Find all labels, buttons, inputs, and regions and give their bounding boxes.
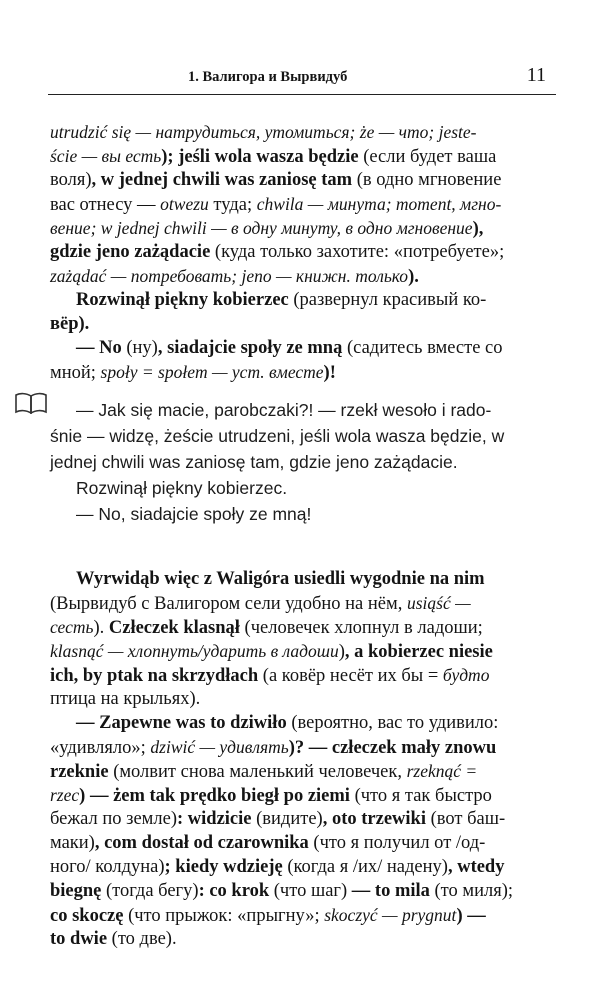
commentary-line: utrudzić się — натрудиться, утомиться; że — что; jeste- [50, 122, 477, 142]
commentary-line: сесть). Człeczek klasnął (человечек хлопнул в ладоши; [50, 617, 483, 638]
running-header [48, 60, 556, 95]
commentary-line: zażądać — потребовать; jeno — книжн. только). [50, 266, 419, 287]
commentary-line: biegnę (тогда бегу): co krok (что шаг) — to mila (то миля); [50, 881, 514, 901]
commentary-line: вас отнесу — otwezu туда; chwila — минута; moment, мгно- [50, 194, 502, 215]
commentary-line: Rozwinął piękny kobierzec (развернул красивый ко- [76, 290, 487, 310]
commentary-line: воля), w jednej chwili was zaniosę tam (в одно мгновение [50, 170, 502, 190]
commentary-line: — Zapewne was to dziwiło (вероятно, вас то удивило: [76, 713, 499, 733]
dialogue-line: — No, siadajcie społy ze mną! [76, 504, 312, 524]
commentary-line: to dwie (то две). [50, 929, 177, 949]
commentary-line: ście — вы есть); jeśli wola wasza będzie (если будет ваша [50, 146, 497, 167]
commentary-line: Wyrwidąb więc z Waligóra usiedli wygodnie na nim [76, 569, 485, 589]
dialogue-line: — Jak się macie, parobczaki?! — rzekł wesoło i rado- [76, 400, 492, 420]
commentary-line: ich, by ptak na skrzydłach (а ковёр несёт их бы = будто [50, 665, 490, 686]
commentary-line: маки), com dostał od czarownika (что я получил от /од- [50, 833, 486, 853]
commentary-line: — No (ну), siadajcie społy ze mną (садитесь вместе со [76, 338, 503, 358]
commentary-line: «удивляло»; dziwić — удивлять)? — człeczek mały znowu [50, 737, 497, 758]
commentary-line: gdzie jeno zażądacie (куда только захотите: «потребуете»; [50, 242, 505, 262]
dialogue-line: Rozwinął piękny kobierzec. [76, 478, 288, 498]
commentary-line: ного/ колдуна); kiedy wdzieję (когда я /их/ надену), wtedy [50, 857, 505, 877]
commentary-line: бежал по земле): widzicie (видите), oto trzewiki (вот баш- [50, 809, 506, 829]
commentary-line: вёр). [50, 314, 90, 334]
commentary-line: rzec) — żem tak prędko biegł po ziemi (что я так быстро [50, 785, 492, 806]
dialogue-line: jednej chwili was zaniosę tam, gdzie jeno zażądacie. [50, 452, 458, 472]
commentary-line: rzeknie (молвит снова маленький человечек, rzeknąć = [50, 761, 478, 782]
commentary-line: co skoczę (что прыжок: «прыгну»; skoczyć — prygnut) — [50, 905, 486, 926]
commentary-line: вение; w jednej chwili — в одну минуту, в одно мгновение), [50, 218, 484, 239]
commentary-line: птица на крыльях). [50, 689, 201, 709]
commentary-line: (Вырвидуб с Валигором сели удобно на нём, usiąść — [50, 593, 471, 614]
commentary-line: мной; społy = społem — уст. вместе)! [50, 362, 336, 383]
dialogue-line: śnie — widzę, żeście utrudzeni, jeśli wola wasza będzie, w [50, 426, 505, 446]
running-title: 1. Валигора и Вырвидуб [188, 69, 348, 85]
open-book-icon [14, 392, 48, 414]
commentary-line: klasnąć — хлопнуть/ударить в ладоши), a kobierzec niesie [50, 641, 493, 662]
page-number: 11 [526, 64, 546, 86]
